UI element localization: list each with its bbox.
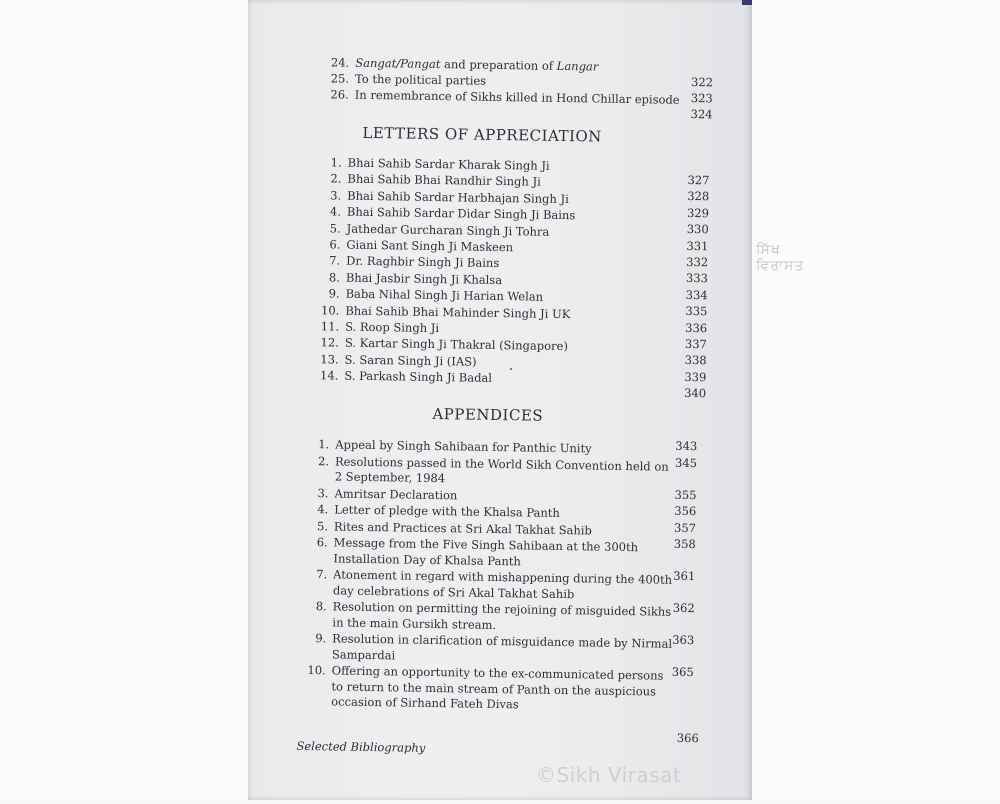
entry-page-number: 336 bbox=[667, 320, 707, 336]
watermark-copyright: ©Sikh Virasat bbox=[536, 763, 681, 787]
entry-number: 8. bbox=[293, 599, 327, 615]
entry-title-line: to return to the main stream of Panth on the auspicious bbox=[331, 679, 656, 699]
entry-title-line: Resolutions passed in the World Sikh Convention held on bbox=[335, 454, 669, 474]
entry-title-line: Letter of pledge with the Khalsa Panth bbox=[334, 502, 560, 521]
entry-page-number: 340 bbox=[666, 386, 706, 402]
entry-page-number: 327 bbox=[669, 173, 709, 189]
entry-title: S. Kartar Singh Ji Thakral (Singapore) bbox=[345, 336, 568, 355]
entry-title: Baba Nihal Singh Ji Harian Welan bbox=[346, 287, 544, 305]
entry-page-number: 363 bbox=[654, 632, 694, 648]
table-of-contents bbox=[242, 0, 759, 804]
entry-number: 9. bbox=[292, 631, 326, 647]
entry-number: 8. bbox=[306, 270, 340, 286]
entry-title: Sangat/Pangat and preparation of Langar bbox=[355, 56, 598, 75]
entry-page-number: 365 bbox=[654, 664, 694, 680]
entry-page-number: 328 bbox=[669, 189, 709, 205]
entry-page-number: 335 bbox=[667, 304, 707, 320]
entry-page-number: 356 bbox=[656, 504, 696, 520]
entry-number: 5. bbox=[307, 221, 341, 237]
appendices-list bbox=[254, 0, 758, 4]
entry-number: 11. bbox=[305, 319, 339, 335]
section-heading-letters: LETTERS OF APPRECIATION bbox=[230, 122, 734, 148]
entry-page-number: 343 bbox=[657, 439, 697, 455]
entry-title: S. Saran Singh Ji (IAS) bbox=[344, 352, 476, 369]
letters-list bbox=[254, 0, 758, 4]
entry-title-line: Installation Day of Khalsa Panth bbox=[333, 551, 521, 569]
entry-number: 7. bbox=[306, 253, 340, 269]
entry-title-line: Sampardai bbox=[332, 647, 395, 663]
entry-page-number: 323 bbox=[673, 91, 713, 107]
entry-title-line: in the main Gursikh stream. bbox=[332, 615, 496, 633]
entry-number: 12. bbox=[305, 335, 339, 351]
entry-page-number: 334 bbox=[668, 287, 708, 303]
entry-number: 2. bbox=[295, 453, 329, 469]
entry-page-number: 361 bbox=[655, 568, 695, 584]
entry-number: 4. bbox=[294, 502, 328, 518]
entry-title-line: Message from the Five Singh Sahibaan at the 300th bbox=[334, 535, 639, 555]
entry-number: 1. bbox=[295, 437, 329, 453]
entry-page-number: 331 bbox=[668, 238, 708, 254]
entry-number: 10. bbox=[305, 303, 339, 319]
entry-title-line: Offering an opportunity to the ex-communicated persons bbox=[332, 663, 664, 683]
background-right bbox=[752, 0, 1000, 800]
entry-number: 26. bbox=[315, 87, 349, 103]
entry-page-number: 358 bbox=[656, 536, 696, 552]
section-heading-appendices: APPENDICES bbox=[236, 402, 740, 428]
bibliography-title: Selected Bibliography bbox=[296, 739, 425, 756]
entry-title: Jathedar Gurcharan Singh Ji Tohra bbox=[347, 221, 550, 239]
bibliography-page-number: 366 bbox=[659, 731, 699, 747]
entry-title-line: Rites and Practices at Sri Akal Takhat Sahib bbox=[334, 519, 592, 538]
entry-number: 13. bbox=[304, 352, 338, 368]
entry-page-number: 324 bbox=[672, 107, 712, 123]
entry-page-number: 329 bbox=[669, 205, 709, 221]
background-left bbox=[0, 0, 248, 800]
entry-number: 9. bbox=[306, 286, 340, 302]
entry-title: To the political parties bbox=[355, 72, 486, 89]
entry-page-number: 332 bbox=[668, 255, 708, 271]
entry-number: 3. bbox=[307, 188, 341, 204]
entry-title: Giani Sant Singh Ji Maskeen bbox=[346, 238, 513, 256]
entry-number: 25. bbox=[315, 71, 349, 87]
entry-title-line: occasion of Sirhand Fateh Divas bbox=[331, 694, 519, 712]
watermark-overlay: ਸਿੱਖ ਵਿਰਾਸਤ bbox=[756, 242, 804, 274]
entry-title-line: Atonement in regard with mishappening during the 400th bbox=[333, 567, 672, 587]
entry-title: Bhai Sahib Bhai Mahinder Singh Ji UK bbox=[345, 303, 570, 322]
book-page bbox=[248, 0, 752, 800]
entry-page-number: 338 bbox=[667, 353, 707, 369]
entry-title: Bhai Jasbir Singh Ji Khalsa bbox=[346, 270, 502, 287]
entry-title: S. Parkash Singh Ji Badal bbox=[344, 369, 492, 386]
entry-page-number: 357 bbox=[656, 520, 696, 536]
entry-page-number: 330 bbox=[669, 222, 709, 238]
entry-title-line: Amritsar Declaration bbox=[334, 486, 457, 503]
entry-page-number: 345 bbox=[657, 455, 697, 471]
entry-title: Bhai Sahib Sardar Didar Singh Ji Bains bbox=[347, 205, 576, 224]
entry-title-line: Resolution in clarification of misguidance made by Nirmal bbox=[332, 631, 672, 651]
entry-title: S. Roop Singh Ji bbox=[345, 320, 439, 336]
entry-number: 24. bbox=[315, 55, 349, 71]
entry-title: Bhai Sahib Bhai Randhir Singh Ji bbox=[347, 172, 541, 190]
entry-number: 10. bbox=[292, 663, 326, 679]
entry-page-number: 337 bbox=[667, 337, 707, 353]
entry-number: 6. bbox=[306, 237, 340, 253]
entry-page-number: 322 bbox=[673, 75, 713, 91]
entry-number: 2. bbox=[307, 171, 341, 187]
entry-title: Dr. Raghbir Singh Ji Bains bbox=[346, 254, 499, 271]
entry-title: In remembrance of Sikhs killed in Hond Chillar episode bbox=[355, 88, 680, 108]
entry-title-line: 2 September, 1984 bbox=[335, 469, 446, 486]
entry-number: 4. bbox=[307, 204, 341, 220]
entry-page-number: 362 bbox=[655, 600, 695, 616]
entry-number: 3. bbox=[294, 485, 328, 501]
entry-page-number: 355 bbox=[656, 487, 696, 503]
entry-title-line: Resolution on permitting the rejoining of misguided Sikhs bbox=[333, 599, 672, 619]
entry-title-line: Appeal by Singh Sahibaan for Panthic Unity bbox=[335, 437, 592, 456]
entry-page-number: 339 bbox=[666, 369, 706, 385]
entry-number: 1. bbox=[308, 155, 342, 171]
entry-title: Bhai Sahib Sardar Harbhajan Singh Ji bbox=[347, 188, 569, 206]
appendix-entry bbox=[291, 663, 292, 709]
entry-title: Bhai Sahib Sardar Kharak Singh Ji bbox=[348, 156, 550, 174]
entry-title-line: day celebrations of Sri Akal Takhat Sahib bbox=[333, 583, 575, 602]
entry-page-number: 333 bbox=[668, 271, 708, 287]
entry-number: 7. bbox=[293, 567, 327, 583]
entry-number: 6. bbox=[294, 535, 328, 551]
entry-number: 14. bbox=[304, 368, 338, 384]
entry-number: 5. bbox=[294, 518, 328, 534]
